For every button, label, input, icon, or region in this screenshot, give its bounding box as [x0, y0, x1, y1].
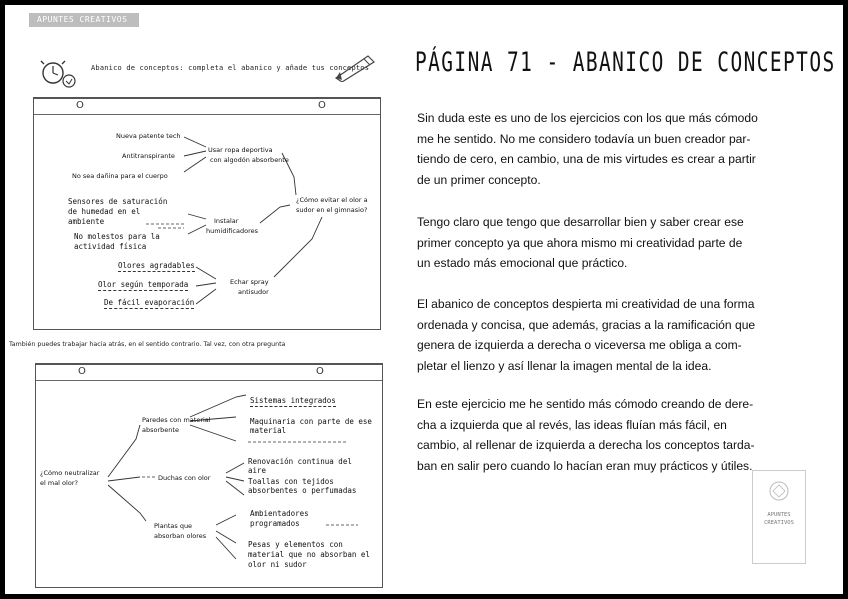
node-pesas-1: Pesas y elementos con: [248, 540, 343, 549]
alarm-clock-icon: [35, 55, 79, 93]
node-paredes-2: absorbente: [142, 426, 179, 434]
node-facil-evaporacion: De fácil evaporación: [104, 298, 195, 307]
node-sensores-1: Sensores de saturación: [68, 197, 168, 206]
paragraph-line: cambio, al rellenar de izquierda a derecha los conceptos tarda-: [417, 438, 755, 452]
node-antitranspirante: Antitranspirante: [122, 152, 175, 160]
node-plantas-1: Plantas que: [154, 522, 193, 530]
central-question-2: sudor en el gimnasio?: [296, 206, 368, 214]
start-circle-marker: O: [76, 100, 84, 111]
end-circle-marker: O: [316, 366, 324, 377]
pencil-icon: [332, 50, 378, 82]
concept-fan-diagram-2: [35, 363, 383, 588]
node-spray-1: Echar spray: [230, 278, 269, 286]
paragraph-line: pletar el lienzo y así llenar la imagen mental de la idea.: [417, 358, 712, 373]
node-renovacion-1: Renovación continua del: [248, 457, 352, 466]
node-ambientadores-2: programados: [250, 519, 300, 528]
node-ropa-deportiva-1: Usar ropa deportiva: [208, 146, 273, 154]
paragraph-line: genera de izquierda a derecha o viceversa me obliga a com-: [417, 338, 742, 352]
node-maquinaria-1: Maquinaria con parte de ese: [250, 417, 372, 426]
central-question-b: el mal olor?: [40, 479, 78, 487]
node-plantas-2: absorban olores: [154, 532, 207, 540]
node-sensores-3: ambiente: [68, 217, 105, 226]
paragraph-line: ban en salir pero cuando lo hacían eran muy prácticos y útiles.: [417, 458, 753, 473]
paragraph-line: cha a izquierda que al revés, las ideas fluían más fácil, en: [417, 417, 727, 432]
central-question-a: ¿Cómo neutralizar: [40, 469, 100, 477]
node-toallas-1: Toallas con tejidos: [248, 477, 334, 486]
node-sistemas-integrados: Sistemas integrados: [250, 396, 336, 405]
paragraph-line: de un primer concepto.: [417, 172, 541, 187]
paragraph-line: Tengo claro que tengo que desarrollar bien y saber crear ese: [417, 215, 744, 229]
node-no-molestos-1: No molestos para la: [74, 232, 160, 241]
node-ambientadores-1: Ambientadores: [250, 509, 309, 518]
node-ropa-deportiva-2: con algodón absorbente: [210, 156, 289, 164]
paragraph-line: primer concepto ya que ahora mismo mi creatividad parte de: [417, 235, 743, 250]
notebook-spread: [5, 5, 843, 594]
node-renovacion-2: aire: [248, 466, 267, 475]
paragraph-line: me he sentido. No me considero todavía un buen creador par-: [417, 131, 751, 146]
node-olores-agradables: Olores agradables: [118, 261, 195, 270]
paragraph-2: [417, 212, 777, 274]
end-circle-marker: O: [318, 100, 326, 111]
paragraph-1: [417, 108, 777, 190]
start-circle-marker: O: [78, 366, 86, 377]
paragraph-line: En este ejercicio me he sentido más cómodo creando de dere-: [417, 397, 754, 411]
stamp-line-1: APUNTES: [767, 512, 791, 518]
paragraph-line: tiendo de cero, en cambio, una de mis virtudes es crear a partir: [417, 152, 756, 166]
paragraph-line: ordenada y concisa, que además, gracias a la ramificación que: [417, 317, 756, 332]
exercise-instruction: Abanico de conceptos: completa el abanico y añade tus conceptos: [91, 64, 370, 72]
paragraph-line: El abanico de conceptos despierta mi creatividad de una forma: [417, 297, 755, 311]
diagram-caption: También puedes trabajar hacia atrás, en el sentido contrario. Tal vez, con otra pregunta: [9, 341, 286, 348]
paragraph-line: un estado más emocional que práctico.: [417, 256, 628, 270]
stamp-line-2: CREATIVOS: [764, 520, 794, 526]
node-no-molestos-2: actividad física: [74, 242, 147, 251]
stamp-logo-icon: [753, 471, 805, 511]
node-instalar-1: Instalar: [214, 217, 239, 225]
node-pesas-3: olor ni sudor: [248, 560, 307, 569]
diagram-header-line: [36, 380, 382, 381]
creative-notes-stamp: [752, 470, 806, 564]
paragraph-3: [417, 294, 777, 376]
node-spray-2: antisudor: [238, 288, 269, 296]
section-tab: APUNTES CREATIVOS: [29, 13, 139, 27]
node-paredes-1: Paredes con material: [142, 416, 211, 424]
paragraph-4: [417, 394, 777, 476]
node-olor-temporada: Olor según temporada: [98, 280, 189, 289]
page-title: PÁGINA 71 - ABANICO DE CONCEPTOS: [415, 47, 836, 78]
node-duchas: Duchas con olor: [158, 474, 211, 482]
node-sensores-2: de humedad en el: [68, 207, 141, 216]
node-instalar-2: humidificadores: [206, 227, 258, 235]
diagram-header-line: [34, 114, 380, 115]
node-toallas-2: absorbentes o perfumadas: [248, 486, 357, 495]
node-nueva-patente: Nueva patente tech: [116, 132, 181, 140]
central-question-1: ¿Cómo evitar el olor a: [296, 196, 368, 204]
concept-fan-diagram-1: [33, 97, 381, 330]
node-no-danina: No sea dañina para el cuerpo: [72, 172, 168, 180]
node-pesas-2: material que no absorban el: [248, 550, 370, 559]
paragraph-line: Sin duda este es uno de los ejercicios con los que más cómodo: [417, 111, 758, 125]
node-maquinaria-2: material: [250, 426, 287, 435]
